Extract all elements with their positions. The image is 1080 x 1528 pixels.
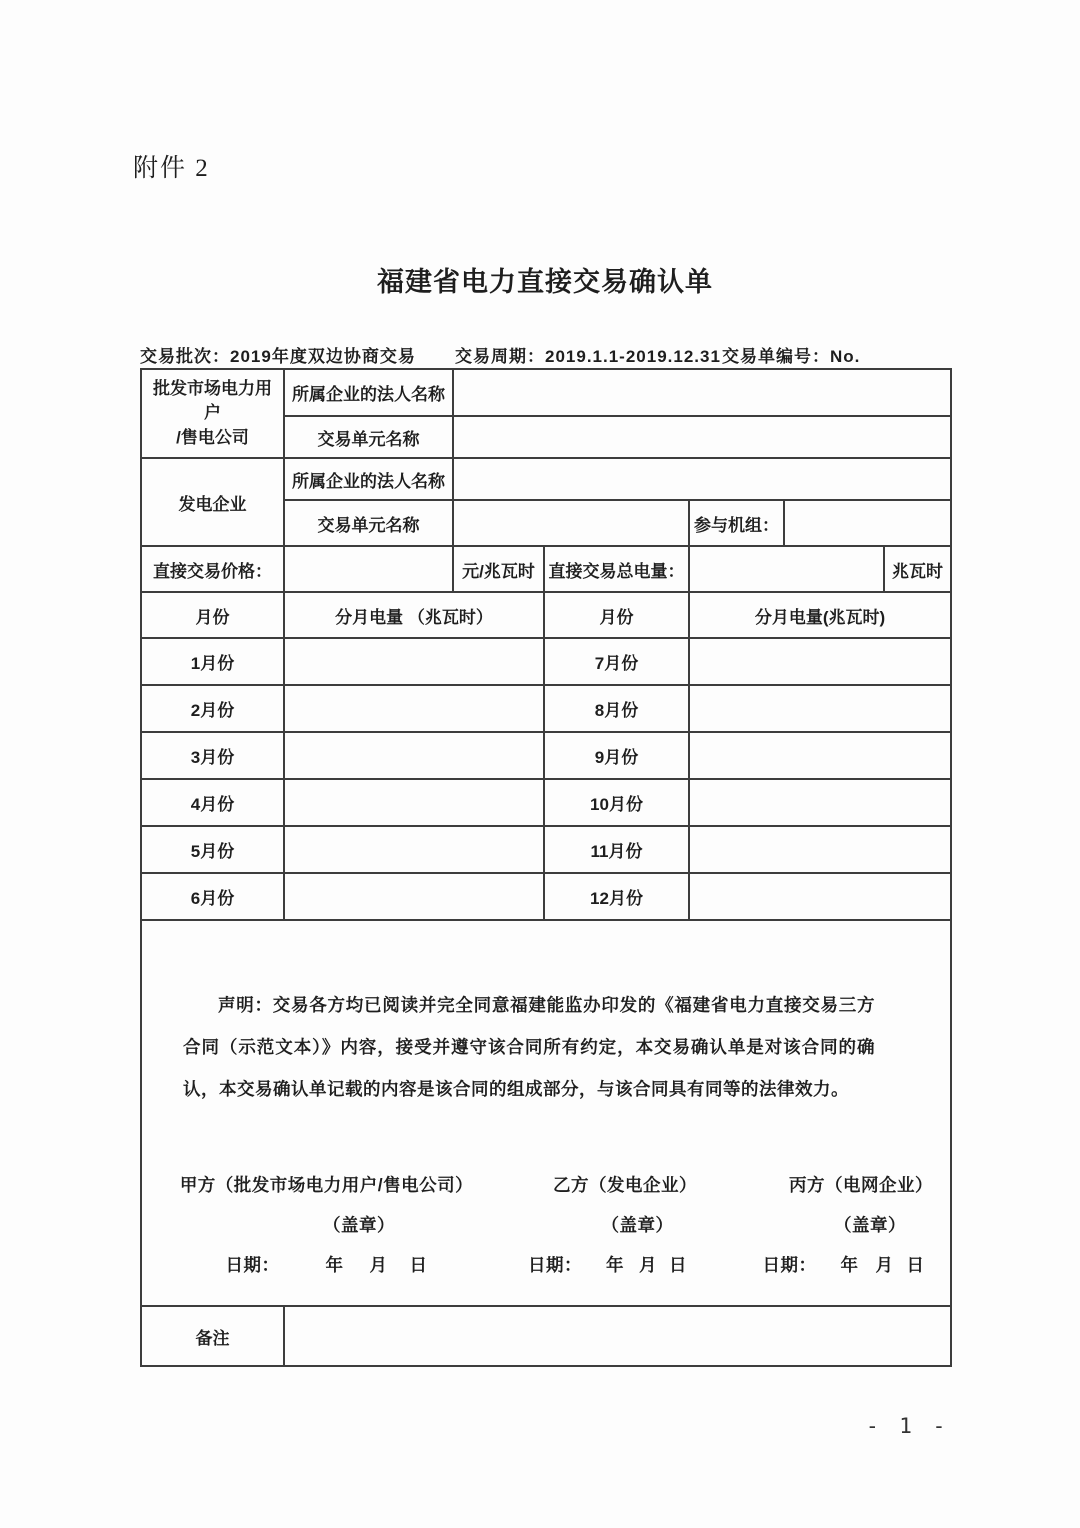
party-a-label: 甲方（批发市场电力用户/售电公司）: [179, 1174, 474, 1195]
monthly-energy-header-right: 分月电量(兆瓦时): [689, 592, 951, 638]
form-title: 福建省电力直接交易确认单: [377, 267, 713, 297]
month-energy-value: [689, 638, 951, 685]
month-energy-value: [689, 732, 951, 779]
buyer-party-label-line2: /售电公司: [176, 427, 249, 447]
month-energy-value: [284, 685, 544, 732]
month-energy-value: [689, 779, 951, 826]
month-row-label: 3月份: [141, 732, 284, 779]
sig-month-label: 月: [639, 1254, 657, 1275]
sig-year-label: 年: [325, 1254, 344, 1275]
meta-row: [140, 342, 950, 366]
buyer-party-label: [141, 369, 284, 458]
month-energy-value: [284, 826, 544, 873]
party-c-date-line: [732, 1252, 951, 1277]
signature-section: [170, 1172, 947, 1277]
generator-unit-name-value: [453, 500, 689, 546]
party-c-label: 丙方（电网企业）: [789, 1174, 933, 1195]
participating-units-label: 参与机组：: [689, 500, 784, 546]
party-a-date-line: [170, 1252, 483, 1277]
monthly-energy-header-left: 分月电量 （兆瓦时）: [284, 592, 544, 638]
direct-trade-price-unit: 元/兆瓦时: [453, 546, 544, 592]
trade-confirmation-table: [140, 368, 952, 1367]
trade-period-label: 交易周期：: [455, 347, 545, 366]
statement-and-signature-cell: [141, 920, 951, 1306]
month-row-label: 8月份: [544, 685, 689, 732]
sheet-number: [722, 342, 860, 367]
total-energy-value: [689, 546, 884, 592]
month-column-header-left: 月份: [141, 592, 284, 638]
month-row-label: 10月份: [544, 779, 689, 826]
party-b-date-line: [483, 1252, 732, 1277]
declaration-text: 声明：交易各方均已阅读并完全同意福建能监办印发的《福建省电力直接交易三方合同（示范文本）》内容，接受并遵守该合同所有约定，本交易确认单是对该合同的确认，本交易确认单记载的内容是该合同的组成部分，与该合同具有同等的法律效力。: [183, 994, 875, 1099]
party-b-seal-label: （盖章）: [601, 1214, 674, 1235]
month-energy-value: [284, 873, 544, 920]
generator-legal-name-label: 所属企业的法人名称: [284, 458, 453, 500]
party-b-label: 乙方（发电企业）: [553, 1174, 697, 1195]
attachment-label: 附件 2: [133, 155, 210, 182]
month-row-label: 1月份: [141, 638, 284, 685]
total-energy-label: 直接交易总电量：: [544, 546, 689, 592]
direct-trade-price-value: [284, 546, 453, 592]
month-row-label: 5月份: [141, 826, 284, 873]
month-energy-value: [689, 873, 951, 920]
month-row-label: 4月份: [141, 779, 284, 826]
trade-period-value: 2019.1.1-2019.12.31: [545, 347, 721, 366]
sig-month-label: 月: [369, 1254, 388, 1275]
sig-date-label: 日期：: [225, 1254, 280, 1275]
month-row-label: 9月份: [544, 732, 689, 779]
generator-unit-name-label: 交易单元名称: [284, 500, 453, 546]
page-number: - 1 -: [866, 1414, 950, 1438]
sig-month-label: 月: [875, 1254, 894, 1275]
party-c-signature-block: [732, 1172, 951, 1277]
month-energy-value: [689, 826, 951, 873]
generator-legal-name-value: [453, 458, 951, 500]
month-row-label: 6月份: [141, 873, 284, 920]
month-energy-value: [689, 685, 951, 732]
buyer-unit-name-value: [453, 416, 951, 458]
month-row-label: 7月份: [544, 638, 689, 685]
sig-day-label: 日: [669, 1254, 687, 1275]
month-column-header-right: 月份: [544, 592, 689, 638]
remark-value: [284, 1306, 951, 1366]
month-row-label: 11月份: [544, 826, 689, 873]
direct-trade-price-label: 直接交易价格：: [141, 546, 284, 592]
month-row-label: 2月份: [141, 685, 284, 732]
trade-batch-value: 2019年度双边协商交易: [230, 347, 416, 366]
month-energy-value: [284, 638, 544, 685]
buyer-legal-name-label: 所属企业的法人名称: [284, 369, 453, 416]
participating-units-value: [784, 500, 951, 546]
sig-day-label: 日: [409, 1254, 428, 1275]
trade-batch: [140, 342, 416, 367]
sig-day-label: 日: [906, 1254, 925, 1275]
month-energy-value: [284, 732, 544, 779]
party-a-seal-label: （盖章）: [323, 1214, 395, 1235]
buyer-unit-name-label: 交易单元名称: [284, 416, 453, 458]
sig-date-label: 日期：: [528, 1254, 582, 1275]
generator-party-label: 发电企业: [141, 458, 284, 546]
buyer-party-label-line1: 批发市场电力用户: [153, 378, 272, 423]
party-c-seal-label: （盖章）: [834, 1214, 906, 1235]
sig-year-label: 年: [606, 1254, 624, 1275]
sheet-number-value: No.: [830, 347, 861, 366]
total-energy-unit: 兆瓦时: [884, 546, 951, 592]
sig-date-label: 日期：: [762, 1254, 817, 1275]
sheet-number-label: 交易单编号：: [722, 347, 830, 366]
month-energy-value: [284, 779, 544, 826]
month-row-label: 12月份: [544, 873, 689, 920]
buyer-legal-name-value: [453, 369, 951, 416]
remark-label: 备注: [141, 1306, 284, 1366]
sig-year-label: 年: [840, 1254, 859, 1275]
trade-period: [455, 342, 721, 367]
party-a-signature-block: [170, 1172, 483, 1277]
trade-batch-label: 交易批次：: [140, 347, 230, 366]
party-b-signature-block: [483, 1172, 732, 1277]
